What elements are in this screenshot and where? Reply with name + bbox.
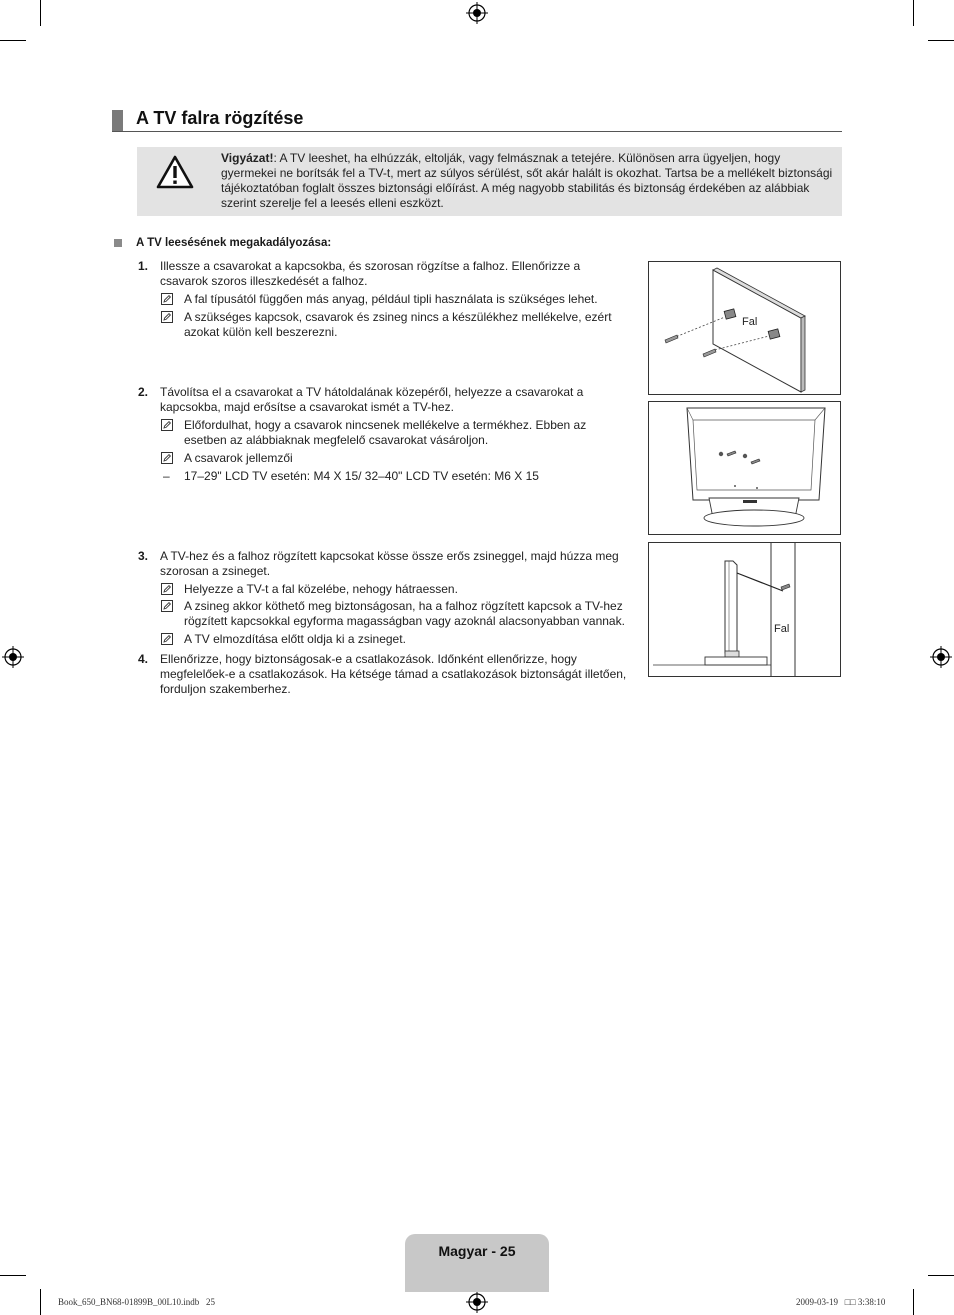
section-bullet <box>114 239 122 247</box>
note-icon <box>161 633 173 645</box>
step-text: Távolítsa el a csavarokat a TV hátoldalának közepéről, helyezze a csavarokat a <box>160 385 584 399</box>
step-text: megfelelőek-e a csatlakozások. Ha kétsége támad a csatlakozások biztonságát illetően, <box>160 667 627 681</box>
note-text: Helyezze a TV-t a fal közelébe, nehogy hátraessen. <box>184 582 458 596</box>
step-number: 4. <box>138 652 149 666</box>
step-text: kapcsokba, majd erősítse a csavarokat ismét a TV-hez. <box>160 400 454 414</box>
title-bar <box>112 110 123 132</box>
wall-clamps-illustration <box>649 262 840 394</box>
note-icon <box>161 293 173 305</box>
note-icon <box>161 419 173 431</box>
figure-wall-clamps <box>648 261 841 395</box>
step-text: csavarok szoros illeszkedését a falhoz. <box>160 274 368 288</box>
page-title: A TV falra rögzítése <box>136 108 304 128</box>
tv-back-illustration <box>649 402 840 534</box>
step-text: forduljon szakemberhez. <box>160 682 291 696</box>
step-text: Ellenőrizze, hogy biztonságosak-e a csatlakozások. Időnként ellenőrizze, hogy <box>160 652 577 666</box>
step-number: 1. <box>138 259 149 273</box>
note-text: A zsineg akkor köthető meg biztonságosan, ha a falhoz rögzített kapcsok a TV-hez <box>184 599 623 613</box>
step-text: Illessze a csavarokat a kapcsokba, és szorosan rögzítse a falhoz. Ellenőrizze a <box>160 259 581 273</box>
step-number: 2. <box>138 385 149 399</box>
crop-mark <box>928 1275 954 1276</box>
crop-mark <box>40 1289 41 1315</box>
crop-mark <box>0 40 26 41</box>
dash-mark: – <box>163 469 170 483</box>
note-text: A TV elmozdítása előtt oldja ki a zsineget. <box>184 632 406 646</box>
note-icon <box>161 311 173 323</box>
note-icon <box>161 600 173 612</box>
step-text: A TV-hez és a falhoz rögzített kapcsokat kösse össze erős zsineggel, majd húzza meg <box>160 549 619 563</box>
note-icon <box>161 452 173 464</box>
note-text: azokat külön kell beszerezni. <box>184 325 338 339</box>
figure-tv-back <box>648 401 841 535</box>
registration-mark-icon <box>466 1291 488 1313</box>
crop-mark <box>928 40 954 41</box>
note-icon <box>161 583 173 595</box>
note-text: rögzített kapcsokkal egyforma magasságban vagy azoknál alacsonyabban vannak. <box>184 614 625 628</box>
crop-mark <box>0 1275 26 1276</box>
wall-label: Fal <box>774 623 790 635</box>
note-text: A fal típusától függően más anyag, például tipli használata is szükséges lehet. <box>184 292 598 306</box>
warning-body: : A TV leeshet, ha elhúzzák, eltolják, vagy felmásznak a tetejére. Különösen arra ügyeljen, hogy gyermekei ne borítsák fel a TV-t, mert az súlyos sérülést, sőt akár halált is okozhat. Tartsa be a mellékelt biztonsági tájékoztatóban foglalt összes biztonsági előírást. A még nagyobb stabilitás és biztonság érdekében az alábbiak szerint szerelje fel a leesés elleni eszközt. <box>221 151 833 210</box>
step-text: szorosan a zsineget. <box>160 564 271 578</box>
note-text: A csavarok jellemzői <box>184 451 293 465</box>
crop-mark <box>913 0 914 26</box>
title-rule <box>112 131 842 132</box>
step-number: 3. <box>138 549 149 563</box>
page-number: Magyar - 25 <box>438 1243 516 1259</box>
tv-side-cord-illustration <box>649 543 840 676</box>
note-text: Előfordulhat, hogy a csavarok nincsenek mellékelve a termékhez. Ebben az <box>184 418 587 432</box>
registration-mark-icon <box>466 2 488 24</box>
crop-mark <box>40 0 41 26</box>
registration-mark-icon <box>2 646 24 668</box>
print-slug-left: Book_650_BN68-01899B_00L10.indb 25 <box>58 1297 216 1307</box>
note-text: esetben az alábbiaknak megfelelő csavarokat vásároljon. <box>184 433 489 447</box>
warning-label: Vigyázat! <box>221 151 274 165</box>
section-heading: A TV leesésének megakadályozása: <box>136 237 332 249</box>
registration-mark-icon <box>930 646 952 668</box>
warning-triangle-icon <box>155 154 195 190</box>
note-text: A szükséges kapcsok, csavarok és zsineg nincs a készülékhez mellékelve, ezért <box>184 310 612 324</box>
warning-text <box>221 151 833 211</box>
crop-mark <box>913 1289 914 1315</box>
wall-label: Fal <box>742 316 758 328</box>
screw-spec: 17–29" LCD TV esetén: M4 X 15/ 32–40" LCD TV esetén: M6 X 15 <box>184 469 539 483</box>
figure-tv-side-cord <box>648 542 841 677</box>
print-slug-right: 2009-03-19 □□ 3:38:10 <box>796 1297 886 1307</box>
